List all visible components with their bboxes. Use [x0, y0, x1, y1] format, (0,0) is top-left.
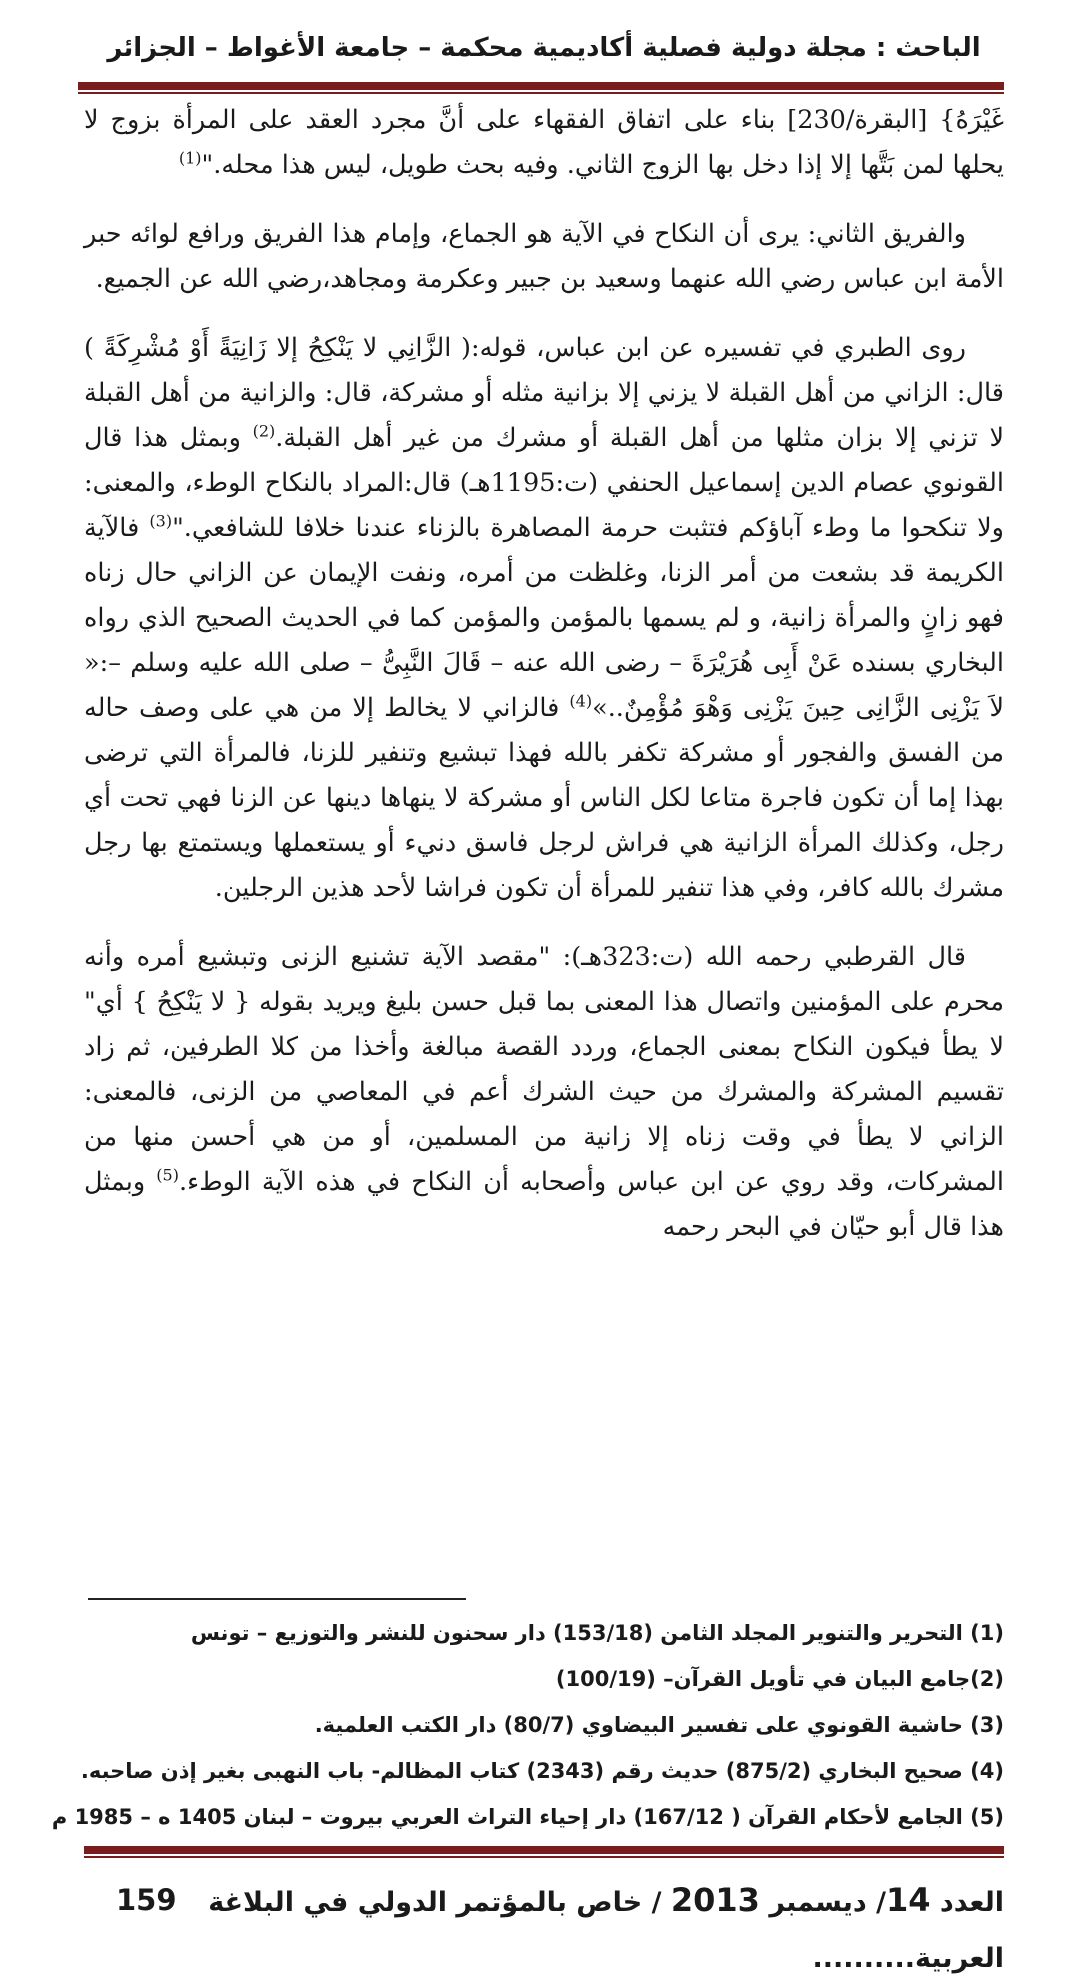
paragraph-2	[84, 212, 1004, 302]
issue-number: 14	[885, 1881, 931, 1919]
footnote-ref-5: (5)	[156, 1165, 179, 1185]
header-rule-thin	[78, 92, 1004, 94]
paragraph-4-text-b: وبمثل هذا قال أبو حيّان في البحر رحمه	[84, 1167, 1004, 1242]
paragraph-3-text-d: فالزاني لا يخالط إلا من هي على وصف حاله من الفسق والفجور أو مشركة تكفر بالله فهذا تبشيع وتنفير للزنا، فالمرأة التي ترضى بهذا إما أن تكون فاجرة متاعا لكل الناس أو مشركة لا ينهاها دينها عن الزنا فهي تحت أي رجل، وكذلك المرأة الزانية هي فراش لرجل فاسق دنيء أو يستعملها ويستمتع بها رجل مشرك بالله كافر، وفي هذا تنفير للمرأة أن تكون فراشا لأحد هذين الرجلين.	[84, 693, 1004, 903]
paragraph-1	[84, 98, 1004, 188]
paragraph-1-text: غَيْرَهُ} [البقرة/230] بناء على اتفاق الفقهاء على أنَّ مجرد العقد على المرأة بزوج لا يحلها لمن بَتَّها إلا إذا دخل بها الزوج الثاني. وفيه بحث طويل، ليس هذا محله."	[84, 105, 1004, 180]
issue-label: العدد	[939, 1887, 1004, 1918]
paragraph-2-text: والفريق الثاني: يرى أن النكاح في الآية هو الجماع، وإمام هذا الفريق ورافع لوائه حبر الأمة ابن عباس رضي الله عنهما وسعيد بن جبير وعكرمة ومجاهد،رضي الله عن الجميع.	[84, 219, 1004, 294]
footnote-ref-3: (3)	[149, 511, 173, 531]
footnote-ref-1: (1)	[178, 148, 202, 168]
paragraph-3-text-a: روى الطبري في تفسيره عن ابن عباس، قوله:( الزَّانِي لا يَنْكِحُ إلا زَانِيَةً أَوْ مُشْرِكَةً ) قال: الزاني من أهل القبلة لا يزني إلا بزانية مثله أو مشركة، قال: والزانية من أهل القبلة لا تزني إلا بزان مثلها من أهل القبلة أو مشرك من غير أهل القبلة.	[84, 333, 1004, 453]
paragraph-3-text-b: وبمثل هذا قال القونوي عصام الدين إسماعيل الحنفي (ت:1195هـ) قال:المراد بالنكاح الوطء، والمعنى: ولا تنكحوا ما وطء آباؤكم فتثبت حرمة المصاهرة بالزناء عندنا خلافا للشافعي."	[84, 423, 1004, 543]
issue-year: 2013	[670, 1881, 760, 1919]
footnote-ref-2: (2)	[252, 421, 276, 441]
paragraph-3	[84, 326, 1004, 911]
issue-month: / ديسمبر	[769, 1887, 886, 1918]
footnote-3: (3) حاشية القونوي على تفسير البيضاوي (80/7) دار الكتب العلمية.	[314, 1713, 1004, 1737]
paragraph-3-text-c: فالآية الكريمة قد بشعت من أمر الزنا، وغلظت من أمره، ونفت الإيمان عن الزاني حال زناه فهو زانٍ والمرأة زانية، و لم يسمها بالمؤمن والمؤمن كما في الحديث الصحيح الذي رواه البخاري بسنده عَنْ أَبِى هُرَيْرَةَ – رضى الله عنه – قَالَ النَّبِىُّ – صلى الله عليه وسلم –:« لاَ يَزْنِى الزَّانِى حِينَ يَزْنِى وَهْوَ مُؤْمِنٌ..»	[84, 513, 1004, 723]
header-rule-thick	[78, 82, 1004, 90]
footnotes	[51, 1610, 1004, 1840]
article-body	[84, 98, 1004, 1250]
journal-title: الباحث : مجلة دولية فصلية أكاديمية محكمة – جامعة الأغواط – الجزائر	[107, 33, 981, 63]
footer-rule-thin	[84, 1856, 1004, 1858]
footnote-1: (1) التحرير والتنوير المجلد الثامن (153/18) دار سحنون للنشر والتوزيع – تونس	[190, 1621, 1004, 1645]
footer-rule-thick	[84, 1846, 1004, 1854]
running-footer	[84, 1872, 1004, 1974]
paragraph-4-text-a: قال القرطبي رحمه الله (ت:323هـ): "مقصد الآية تشنيع الزنى وتبشيع أمره وأنه محرم على المؤمنين واتصال هذا المعنى بما قبل حسن بليغ ويريد بقوله { لا يَنْكِحُ } أي" لا يطأ فيكون النكاح بمعنى الجماع، وردد القصة مبالغة وأخذا من كلا الطرفين، ثم زاد تقسيم المشركة والمشرك من حيث الشرك أعم في المعاصي من الزنى، فالمعنى: الزاني لا يطأ في وقت زناه إلا زانية من المسلمين، أو من هي أحسن منها من المشركات، وقد روي عن ابن عباس وأصحابه أن النكاح في هذه الآية الوطء.	[84, 942, 1004, 1197]
footnote-separator	[88, 1598, 466, 1600]
issue-special: / خاص بالمؤتمر الدولي في البلاغة العربية..........	[208, 1887, 1004, 1974]
footnote-5: (5) الجامع لأحكام القرآن ( 167/12) دار إحياء التراث العربي بيروت – لبنان 1405 ه – 1985 م	[51, 1805, 1004, 1829]
page-number: 159	[116, 1883, 177, 1917]
footnote-ref-4: (4)	[569, 691, 593, 711]
footnote-4: (4) صحيح البخاري (875/2) حديث رقم (2343) كتاب المظالم- باب النهبى بغير إذن صاحبه.	[80, 1759, 1004, 1783]
running-header	[80, 22, 1008, 74]
footnote-2: (2)جامع البيان في تأويل القرآن– (100/19)	[555, 1667, 1004, 1691]
paragraph-4	[84, 935, 1004, 1250]
